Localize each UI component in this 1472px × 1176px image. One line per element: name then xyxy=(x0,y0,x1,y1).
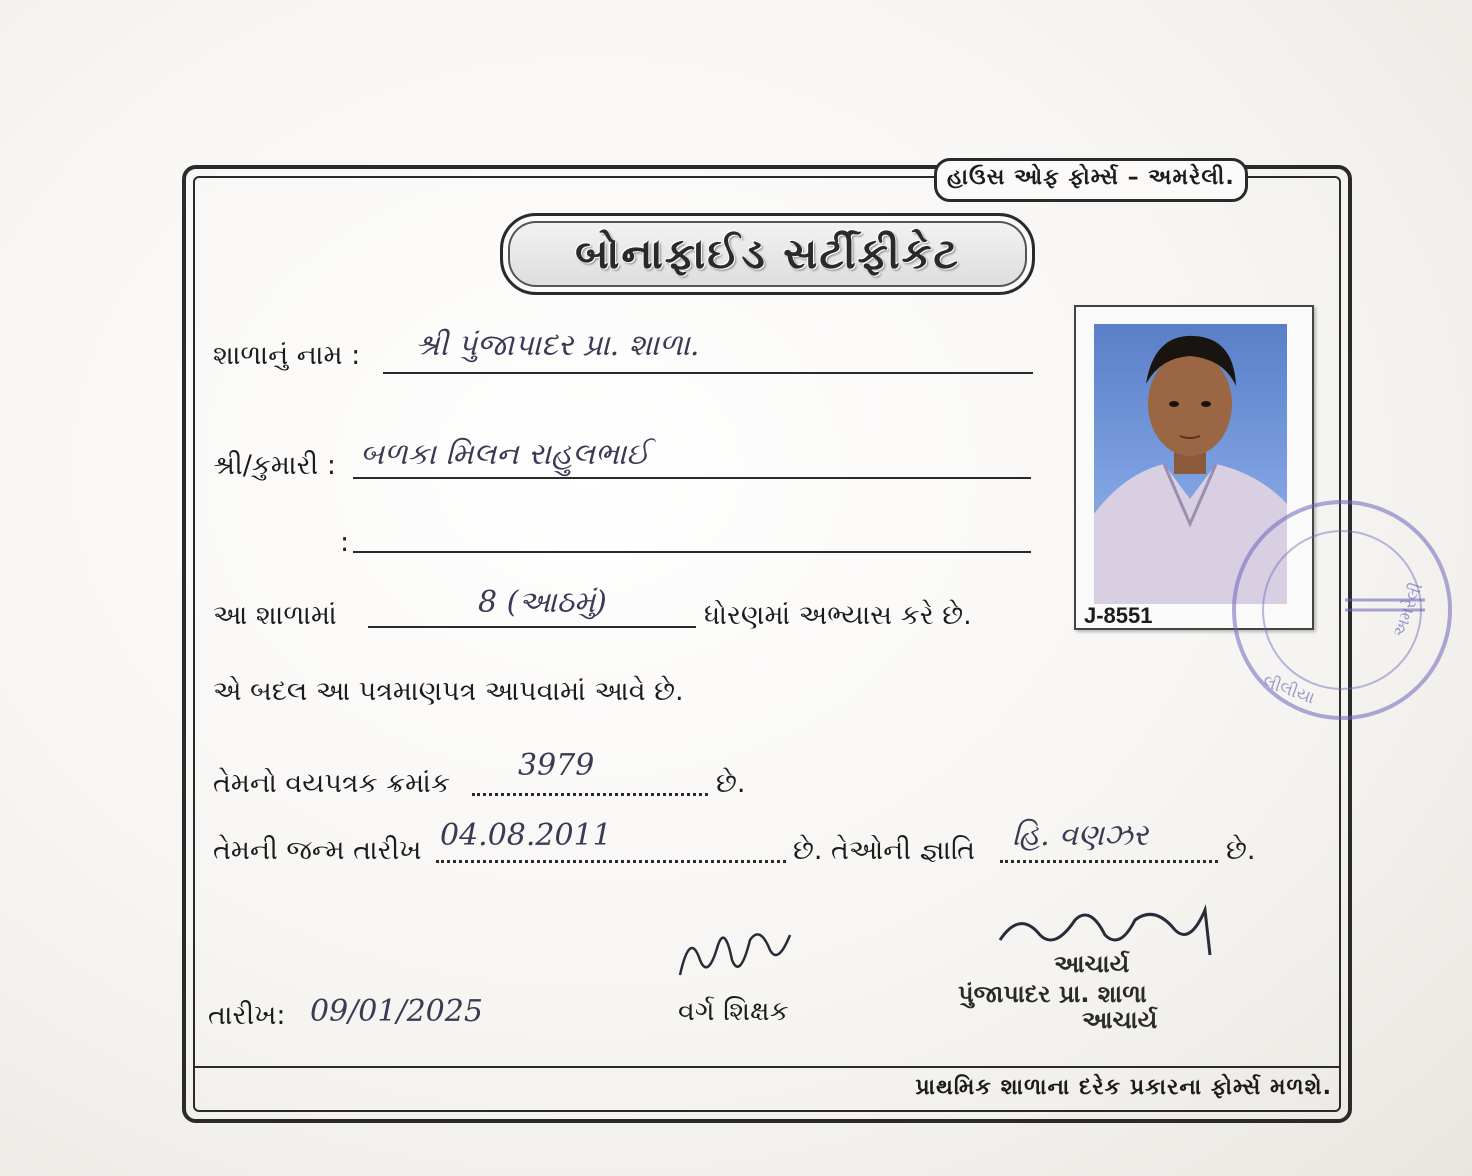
photo-id: J-8551 xyxy=(1084,603,1153,628)
footer-divider xyxy=(193,1066,1341,1068)
blank-field-label: : xyxy=(340,527,350,558)
school-name-value: શ્રી પુંજાપાદર પ્રા. શાળા. xyxy=(415,328,700,363)
student-name-line xyxy=(353,477,1031,479)
date-label: તારીખ: xyxy=(208,1000,286,1031)
dob-dotted-line xyxy=(436,860,786,863)
student-name-label: શ્રી/કુમારી : xyxy=(213,450,336,481)
register-dotted-line xyxy=(472,793,708,796)
standard-line xyxy=(368,626,696,628)
certificate-title: બોનાફાઈડ સર્ટીફીકેટ xyxy=(575,229,960,278)
standard-label: આ શાળામાં xyxy=(213,600,337,631)
register-suffix: છે. xyxy=(716,768,746,799)
stamp-text-left: લીલીયા xyxy=(1260,671,1318,709)
dob-suffix: છે. તેઓની જ્ઞાતિ xyxy=(793,835,976,866)
title-banner xyxy=(500,213,1035,295)
certificate-statement: એ બદલ આ પત્રમાણપત્ર આપવામાં આવે છે. xyxy=(213,676,684,707)
standard-value: 8 (આઠમું) xyxy=(478,585,607,620)
register-value: 3979 xyxy=(518,748,595,783)
principal-title-upper: આચાર્ય xyxy=(1054,950,1130,978)
publisher-tag: હાઉસ ઓફ ફોર્મ્સ – અમરેલી. xyxy=(934,158,1248,202)
caste-suffix: છે. xyxy=(1226,835,1256,866)
stamp-emblem-icon xyxy=(1340,560,1430,640)
blank-field-line xyxy=(353,551,1031,553)
school-name-label: શાળાનું નામ : xyxy=(213,340,361,371)
stamp-text-right: અમરેલી xyxy=(1389,580,1428,640)
caste-dotted-line xyxy=(1000,860,1218,863)
register-label: તેમનો વયપત્રક ક્રમાંક xyxy=(213,768,450,799)
principal-title-lower: આચાર્ય xyxy=(1082,1006,1158,1034)
standard-suffix: ધોરણમાં અભ્યાસ કરે છે. xyxy=(704,600,972,631)
principal-school-stamp: પુંજાપાદર પ્રા. શાળા xyxy=(958,980,1147,1008)
school-name-line xyxy=(383,372,1033,374)
dob-value: 04.08.2011 xyxy=(440,818,612,853)
footer-note: પ્રાથમિક શાળાના દરેક પ્રકારના ફોર્મ્સ મળશે. xyxy=(915,1075,1332,1100)
caste-value: હિ. વણઝર xyxy=(1012,818,1149,853)
dob-label: તેમની જન્મ તારીખ xyxy=(213,835,422,866)
date-value: 09/01/2025 xyxy=(310,994,483,1029)
class-teacher-signature-icon xyxy=(670,920,800,990)
class-teacher-label: વર્ગ શિક્ષક xyxy=(678,996,789,1027)
student-name-value: બળકા મિલન રાહુલભાઈ xyxy=(360,437,650,472)
